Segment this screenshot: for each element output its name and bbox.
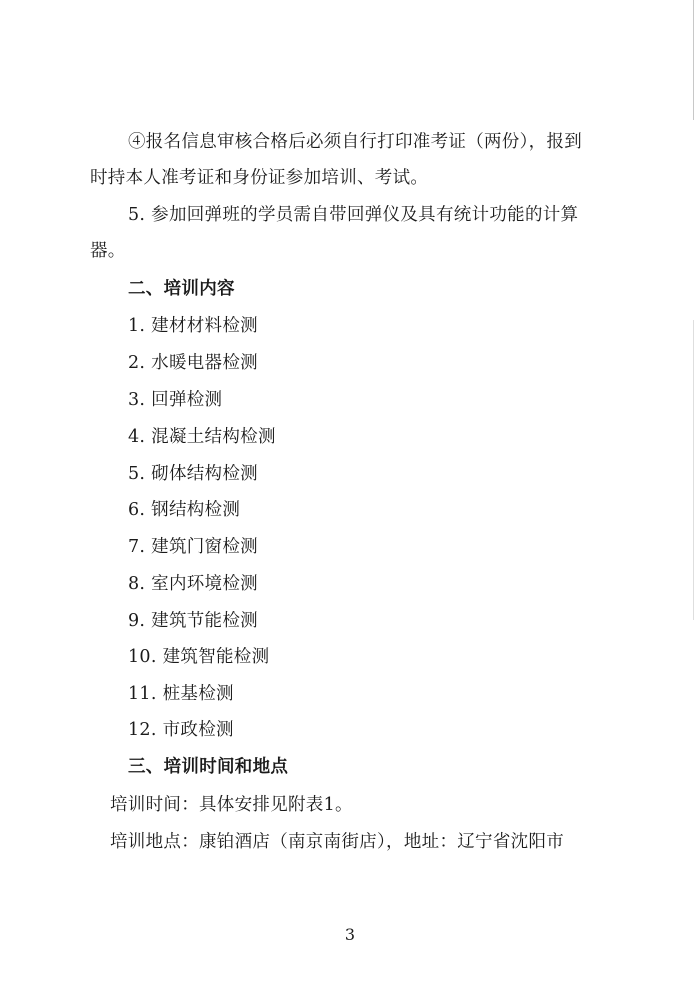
list-item: 7. 建筑门窗检测 xyxy=(128,537,258,557)
list-item: 4. 混凝土结构检测 xyxy=(128,427,276,447)
list-item: 8. 室内环境检测 xyxy=(128,574,258,594)
paragraph-item4-line1: ④报名信息审核合格后必须自行打印准考证（两份），报到 xyxy=(128,132,583,152)
list-item: 12. 市政检测 xyxy=(128,720,234,740)
list-item: 1. 建材材料检测 xyxy=(128,316,258,336)
page-number: 3 xyxy=(344,925,356,944)
scan-edge-line xyxy=(693,320,694,620)
section-heading-time-and-place: 三、培训时间和地点 xyxy=(128,757,289,777)
paragraph-item4-line2: 时持本人准考证和身份证参加培训、考试。 xyxy=(90,168,429,188)
list-item: 3. 回弹检测 xyxy=(128,390,223,410)
list-item: 11. 桩基检测 xyxy=(128,684,234,704)
section-heading-training-content: 二、培训内容 xyxy=(128,279,235,299)
paragraph-training-time: 培训时间：具体安排见附表1。 xyxy=(110,795,353,815)
paragraph-training-place: 培训地点：康铂酒店（南京南街店），地址：辽宁省沈阳市 xyxy=(110,832,565,852)
list-item: 5. 砌体结构检测 xyxy=(128,464,258,484)
list-item: 9. 建筑节能检测 xyxy=(128,611,258,631)
paragraph-item5-line2: 器。 xyxy=(90,241,126,261)
paragraph-item5-line1: 5. 参加回弹班的学员需自带回弹仪及具有统计功能的计算 xyxy=(128,205,579,225)
list-item: 6. 钢结构检测 xyxy=(128,500,241,520)
list-item: 2. 水暖电器检测 xyxy=(128,353,258,373)
scan-edge-line xyxy=(693,0,694,120)
list-item: 10. 建筑智能检测 xyxy=(128,647,270,667)
